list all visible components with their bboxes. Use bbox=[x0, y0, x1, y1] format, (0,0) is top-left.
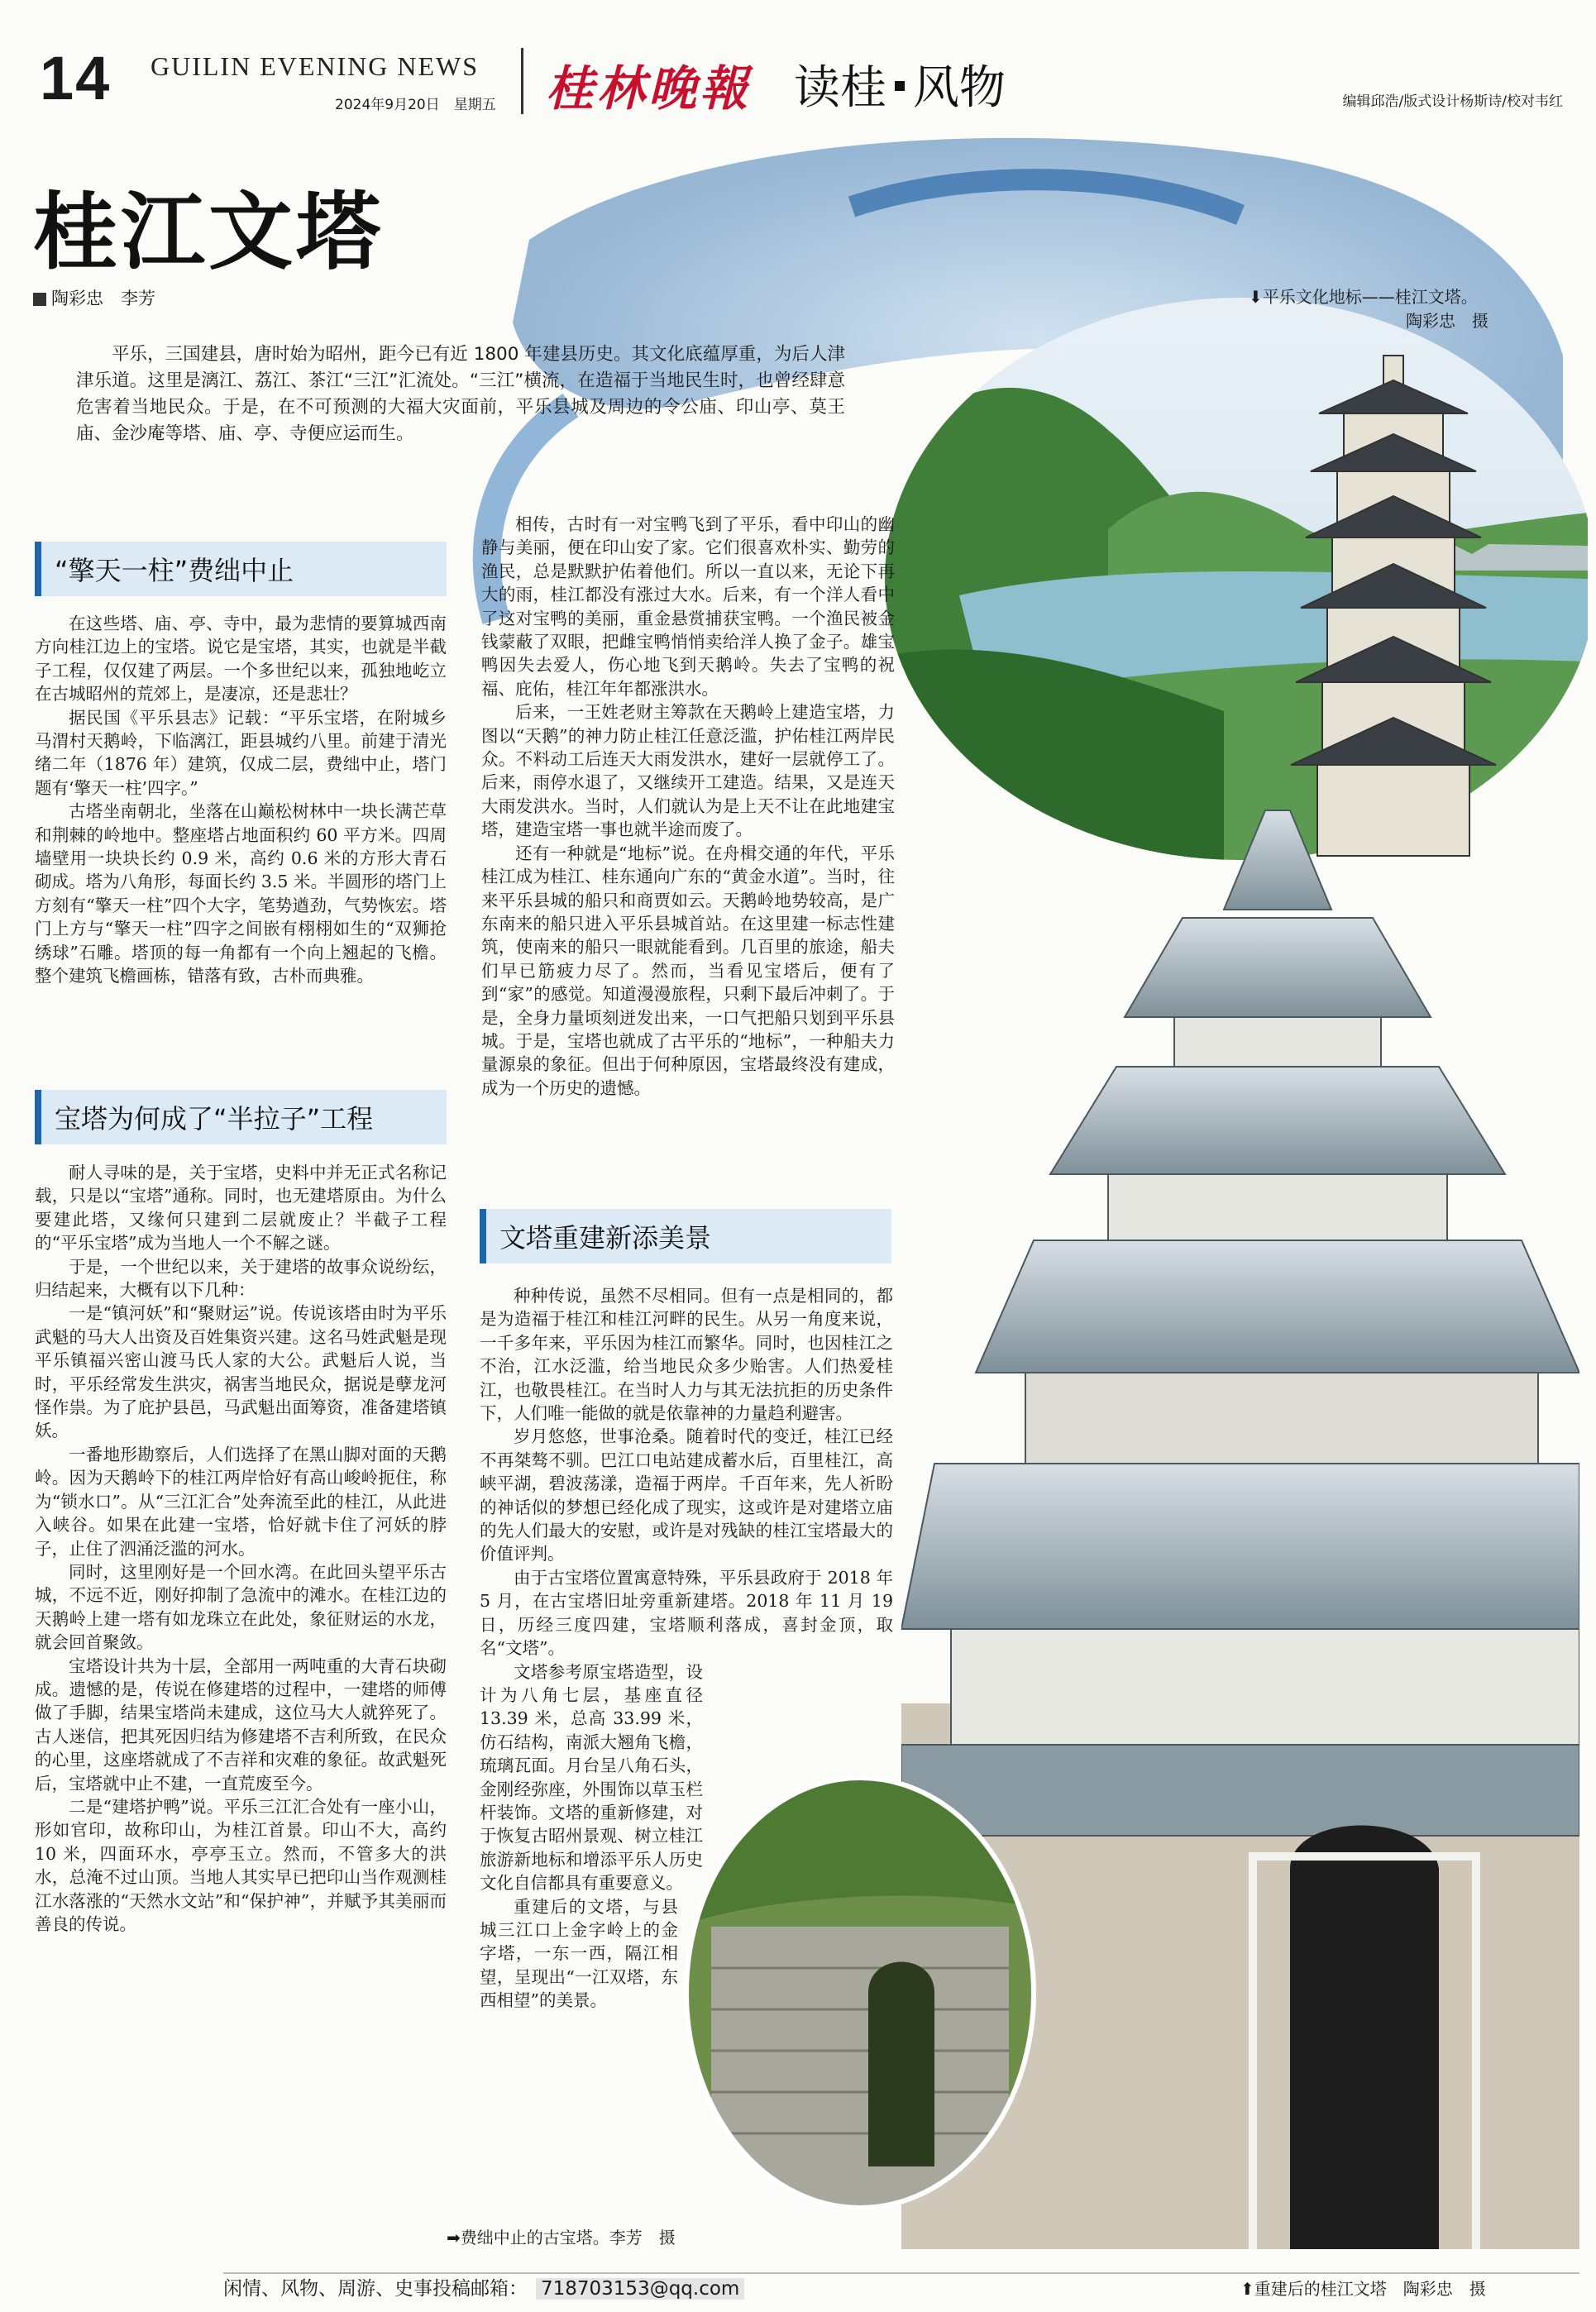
paragraph: 后来，一王姓老财主筹款在天鹅岭上建造宝塔，力图以“天鹅”的神力防止桂江任意泛滥，护佑桂江两岸民众。不料动工后连天大雨发洪水，建好一层就停工了。后来，雨停水退了，又继续开工建造。结果，又是连天大雨发洪水。当时，人们就认为是上天不让在此地建宝塔，建造宝塔一事也就半途而废了。 bbox=[481, 702, 895, 840]
section-heading-1: “擎天一柱”费绌中止 bbox=[35, 542, 447, 596]
article-title: 桂江文塔 bbox=[33, 184, 384, 282]
article-lead: 平乐，三国建县，唐时始为昭州，距今已有近 1800 年建县历史。其文化底蕴厚重，为后人津津乐道。这里是漓江、荔江、茶江“三江”汇流处。“三江”横流，在造福于当地民生时，也曾经肆意危害着当地民众。于是，在不可预测的大福大灾面前，平乐县城及周边的令公庙、印山亭、莫王庙、金沙庵等塔、庙、亭、寺便应运而生。 bbox=[76, 344, 845, 444]
paragraph: 岁月悠悠，世事沧桑。随着时代的变迁，桂江已经不再桀骜不驯。巴江口电站建成蓄水后，百里桂江，高峡平湖，碧波荡漾，造福于两岸。千百年来，先人祈盼的神话似的梦想已经化成了现实，这或许是对建塔立庙的先人们最大的安慰，或许是对残缺的桂江宝塔最大的价值评判。 bbox=[480, 1426, 893, 1564]
arrow-down-icon: ⬇ bbox=[1249, 287, 1263, 307]
paragraph: 相传，古时有一对宝鸭飞到了平乐，看中印山的幽静与美丽，便在印山安了家。它们很喜欢朴实、勤劳的渔民，总是默默护佑着他们。所以一直以来，无论下再大的雨，桂江都没有涨过大水。后来，有一个洋人看中了这对宝鸭的美丽，重金悬赏捕获宝鸭。一个渔民被金钱蒙蔽了双眼，把雌宝鸭悄悄卖给洋人换了金子。雄宝鸭因失去爱人，伤心地飞到天鹅岭。失去了宝鸭的祝福、庇佑，桂江年年都涨洪水。 bbox=[481, 514, 895, 699]
paragraph: 于是，一个世纪以来，关于建塔的故事众说纷纭，归结起来，大概有以下几种： bbox=[35, 1256, 447, 1301]
paragraph: 耐人寻味的是，关于宝塔，史料中并无正式名称记载，只是以“宝塔”通称。同时，也无建塔原由。为什么要建此塔，又缘何只建到二层就废止？半截子工程的“平乐宝塔”成为当地人一个不解之谜。 bbox=[35, 1163, 447, 1254]
body-column-1-lower bbox=[35, 1161, 447, 1936]
caption-top-right bbox=[1249, 284, 1478, 308]
paragraph: 种种传说，虽然不尽相同。但有一点是相同的，都是为造福于桂江和桂江河畔的民生。从另一角度来说，一千多年来，平乐因为桂江而繁华。同时，也因桂江之不治，江水泛滥，给当地民众多少贻害。人们热爱桂江，也敬畏桂江。在当时人力与其无法抗拒的历史条件下，人们唯一能做的就是依靠神的力量趋利避害。 bbox=[480, 1286, 893, 1424]
footer-email[interactable]: 718703153@qq.com bbox=[536, 2278, 744, 2300]
issue-date: 2024年9月20日 星期五 bbox=[335, 97, 496, 113]
paragraph: 据民国《平乐县志》记载：“平乐宝塔，在附城乡马渭村天鹅岭，下临漓江，距县城约八里。前建于清光绪二年（1876 年）建筑，仅成二层，费绌中止，塔门题有‘擎天一柱’四字。” bbox=[35, 707, 447, 798]
footer-label: 闲情、风物、周游、史事投稿邮箱： bbox=[223, 2278, 528, 2300]
section-heading-2: 宝塔为何成了“半拉子”工程 bbox=[35, 1090, 447, 1144]
paragraph: 古塔坐南朝北，坐落在山巅松树林中一块长满芒草和荆棘的岭地中。整座塔占地面积约 60 平方米。四周墙壁用一块块长约 0.9 米，高约 0.6 米的方形大青石砌成。塔为八角形，每面长约 3.5 米。半圆形的塔门上方刻有“擎天一柱”四个大字，笔势遒劲，气势恢宏。塔门上方与“擎天一柱”四字之间嵌有栩栩如生的“双狮抢绣球”石雕。塔顶的每一角都有一个向上翘起的飞檐。整个建筑飞檐画栋，错落有致，古朴而典雅。 bbox=[35, 801, 447, 986]
arrow-up-icon: ⬆ bbox=[1240, 2279, 1254, 2299]
article-byline bbox=[33, 285, 155, 310]
paragraph: 二是“建塔护鸭”说。平乐三江汇合处有一座小山，形如官印，故称印山，为桂江首景。印山不大，高约 10 米，四面环水，亭亭玉立。然而，不管多大的洪水，总淹不过山顶。当地人其实早已把印山当作观测桂江水落涨的“天然水文站”和“保护神”，并赋予其美丽而善良的传说。 bbox=[35, 1796, 447, 1934]
caption-rebuilt-text: 重建后的桂江文塔 陶彩忠 摄 bbox=[1254, 2279, 1486, 2299]
paragraph: 一番地形勘察后，人们选择了在黑山脚对面的天鹅岭。因为天鹅岭下的桂江两岸恰好有高山峻岭扼住，称为“锁水口”。从“三江汇合”处奔流至此的桂江，从此进入峡谷。如果在此建一宝塔，恰好就卡住了河妖的脖子，止住了泗涌泛滥的河水。 bbox=[35, 1444, 447, 1559]
paper-name-english: GUILIN EVENING NEWS bbox=[151, 51, 480, 81]
byline-text: 陶彩忠 李芳 bbox=[51, 289, 155, 308]
caption-old-pagoda bbox=[447, 2224, 676, 2248]
editor-credits: 编辑邱浩/版式设计杨斯诗/校对韦红 bbox=[1342, 93, 1563, 110]
paragraph: 同时，这里刚好是一个回水湾。在此回头望平乐古城，不远不近，刚好抑制了急流中的滩水。在桂江边的天鹅岭上建一塔有如龙珠立在此处，象征财运的水龙，就会回首聚敛。 bbox=[35, 1561, 447, 1653]
paragraph: 在这些塔、庙、亭、寺中，最为悲情的要算城西南方向桂江边上的宝塔。说它是宝塔，其实，也就是半截子工程，仅仅建了两层。一个多世纪以来，孤独地屹立在古城昭州的荒郊上，是凄凉，还是悲壮？ bbox=[35, 614, 447, 705]
arrow-right-icon: ➡ bbox=[447, 2228, 461, 2248]
paragraph: 重建后的文塔，与县城三江口上金字岭上的金字塔，一东一西，隔江相望，呈现出“一江双塔，东西相望”的美景。 bbox=[480, 1896, 678, 2011]
section-sub: 风物 bbox=[913, 61, 1006, 115]
paper-logo: 桂林晚報 bbox=[546, 60, 752, 117]
paragraph: 宝塔设计共为十层，全部用一两吨重的大青石块砌成。遗憾的是，传说在修建塔的过程中，一建塔的师傅做了手脚，结果宝塔尚未建成，这位马大人就猝死了。古人迷信，把其死因归结为修建塔不吉利所致，在民众的心里，这座塔就成了不吉祥和灾难的象征。故武魁死后，宝塔就中止不建，一直荒废至今。 bbox=[35, 1655, 447, 1794]
paragraph: 文塔参考原宝塔造型，设计为八角七层，基座直径 13.39 米，总高 33.99 米，仿石结构，南派大翘角飞檐，琉璃瓦面。月台呈八角石头，金刚经弥座，外围饰以草玉栏杆装饰。文塔的重新修建，对于恢复古昭州景观、树立桂江旅游新地标和增添平乐人历史文化自信都具有重要意义。 bbox=[480, 1661, 703, 1894]
byline-square bbox=[33, 293, 46, 306]
paragraph: 还有一种就是“地标”说。在舟楫交通的年代，平乐桂江成为桂江、桂东通向广东的“黄金水道”。当时，往来平乐县城的船只和商贾如云。天鹅岭地势较高，是广东南来的船只进入平乐县城首站。在这里建一标志性建筑，使南来的船只一眼就能看到。几百里的旅途，船夫们早已筋疲力尽了。然而，当看见宝塔后，便有了到“家”的感觉。知道漫漫旅程，只剩下最后冲刺了。于是，全身力量顷刻迸发出来，一口气把船只划到平乐县城。于是，宝塔也就成了古平乐的“地标”，一种船夫力量源泉的象征。但出于何种原因，宝塔最终没有建成，成为一个历史的遗憾。 bbox=[481, 843, 895, 1098]
paragraph: 由于古宝塔位置寓意特殊，平乐县政府于 2018 年 5 月，在古宝塔旧址旁重新建塔。2018 年 11 月 19 日，历经三度四建，宝塔顺利落成，喜封金顶，取名“文塔”。 bbox=[480, 1567, 893, 1659]
section-dot bbox=[895, 81, 905, 91]
caption-top-right-text: 平乐文化地标——桂江文塔。 bbox=[1262, 287, 1478, 307]
section-heading-3: 文塔重建新添美景 bbox=[480, 1209, 891, 1263]
page-number: 14 bbox=[40, 44, 112, 112]
caption-old-pagoda-text: 费绌中止的古宝塔。李芳 摄 bbox=[460, 2228, 676, 2248]
body-column-1 bbox=[35, 612, 447, 988]
caption-top-right-credit: 陶彩忠 摄 bbox=[1406, 311, 1488, 331]
paragraph: 一是“镇河妖”和“聚财运”说。传说该塔由时为平乐武魁的马大人出资及百姓集资兴建。这名马姓武魁是现平乐镇福兴密山渡马氏人家的大公。武魁后人说，当时，平乐经常发生洪灾，祸害当地民众，据说是孽龙河怪作祟。为了庇护县邑，马武魁出面筹资，准备建塔镇妖。 bbox=[35, 1303, 447, 1441]
footer bbox=[223, 2272, 1579, 2304]
body-column-3 bbox=[480, 1284, 893, 2013]
body-column-2 bbox=[481, 513, 895, 1100]
header-divider bbox=[521, 48, 523, 114]
section-main: 读桂 bbox=[794, 61, 886, 115]
